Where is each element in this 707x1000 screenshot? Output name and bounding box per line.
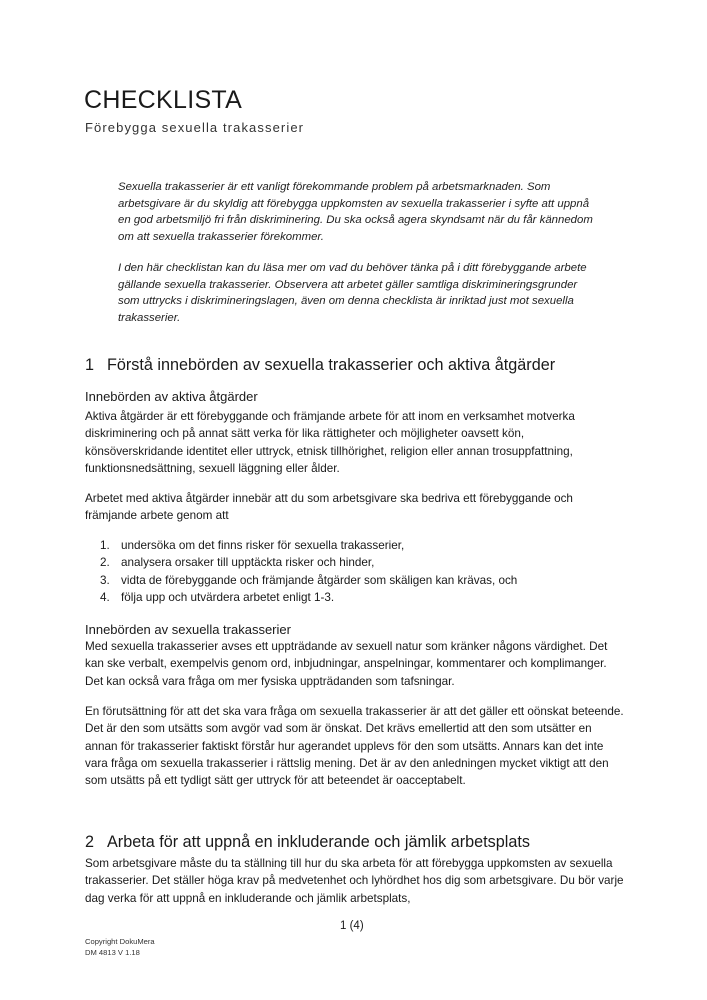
list-item [100, 554, 517, 571]
subheading: Innebörden av sexuella trakasserier [85, 622, 291, 637]
list-item-text: vidta de förebyggande och främjande åtgärder som skäligen kan krävas, och [121, 573, 518, 587]
section-heading [85, 356, 555, 375]
section-heading-text: Arbeta för att uppnå en inkluderande och jämlik arbetsplats [107, 833, 530, 851]
page-number: 1 (4) [340, 920, 364, 932]
subheading: Innebörden av aktiva åtgärder [85, 389, 258, 404]
body-paragraph: Aktiva åtgärder är ett förebyggande och främjande arbete för att inom en verksamhet motverka diskriminering och på annat sätt verka för lika rättigheter och möjligheter oavsett kön, könsöverskridande identitet eller uttryck, etnisk tillhörighet, religion eller annan trosuppfattning, funktionsnedsättning, sexuell läggning eller ålder. [85, 410, 575, 475]
footer-doc-id: DM 4813 V 1.18 [85, 948, 140, 957]
list-item-number: 1. [100, 539, 110, 552]
section-heading [85, 833, 530, 852]
numbered-list [100, 537, 517, 606]
list-item-text: analysera orsaker till upptäckta risker och hinder, [121, 556, 375, 570]
list-item-number: 3. [100, 573, 110, 587]
body-paragraph: Arbetet med aktiva åtgärder innebär att du som arbetsgivare ska bedriva ett förebyggande och främjande arbete genom att [85, 492, 573, 523]
document-title: CHECKLISTA [84, 86, 243, 114]
body-paragraph: Med sexuella trakasserier avses ett uppträdande av sexuell natur som kränker någons värdighet. Det kan ske verbalt, exempelvis genom ord, inbjudningar, anspelningar, kommentarer och komplimanger. Det kan också vara fråga om mer fysiska uppträdanden som tafsningar. [85, 640, 608, 688]
intro-paragraph: Sexuella trakasserier är ett vanligt förekommande problem på arbetsmarknaden. Som arbetsgivare är du skyldig att förebygga uppkomsten av sexuella trakasserier i syfte att uppnå en god arbetsmiljö fri från diskriminering. Du ska också agera skyndsamt när du får kännedom om att sexuella trakasserier förekommer. [118, 181, 593, 243]
document-subtitle: Förebygga sexuella trakasserier [85, 120, 305, 135]
footer [85, 936, 155, 958]
list-item-text: följa upp och utvärdera arbetet enligt 1-3. [121, 590, 335, 604]
section-heading-text: Förstå innebörden av sexuella trakasserier och aktiva åtgärder [107, 356, 556, 374]
section-number: 1 [85, 356, 95, 374]
list-item [100, 537, 517, 554]
section-number: 2 [85, 833, 95, 851]
body-paragraph: En förutsättning för att det ska vara fråga om sexuella trakasserier är att det gäller ett oönskat beteende. Det är den som utsätts som avgör vad som är önskat. Det krävs emellertid att den som utsätter en annan för trakasserier faktiskt förstår hur agerandet upplevs för den som utsätts. Annars kan det inte vara fråga om sexuella trakasserier i rättslig mening. Det är av den anledningen mycket viktigt att den som utsätts på ett tydligt sätt ger uttryck för att beteendet är oacceptabelt. [85, 705, 624, 788]
body-paragraph: Som arbetsgivare måste du ta ställning till hur du ska arbeta för att förebygga uppkomsten av sexuella trakasserier. Det ställer höga krav på medvetenhet och lyhördhet hos dig som arbetsgivare. Du bör varje dag verka för att uppnå en inkluderande och jämlik arbetsplats, [85, 857, 624, 905]
list-item-number: 2. [100, 556, 110, 570]
footer-copyright: Copyright DokuMera [85, 937, 155, 946]
list-item [100, 572, 517, 589]
list-item [100, 589, 517, 606]
list-item-number: 4. [100, 590, 110, 604]
intro-paragraph: I den här checklistan kan du läsa mer om vad du behöver tänka på i ditt förebyggande arbete gällande sexuella trakasserier. Observera att arbetet gäller samtliga diskrimineringsgrunder som uttrycks i diskrimineringslagen, även om denna checklista är inriktad just mot sexuella trakasserier. [118, 262, 587, 324]
list-item-text: undersöka om det finns risker för sexuella trakasserier, [121, 539, 405, 552]
